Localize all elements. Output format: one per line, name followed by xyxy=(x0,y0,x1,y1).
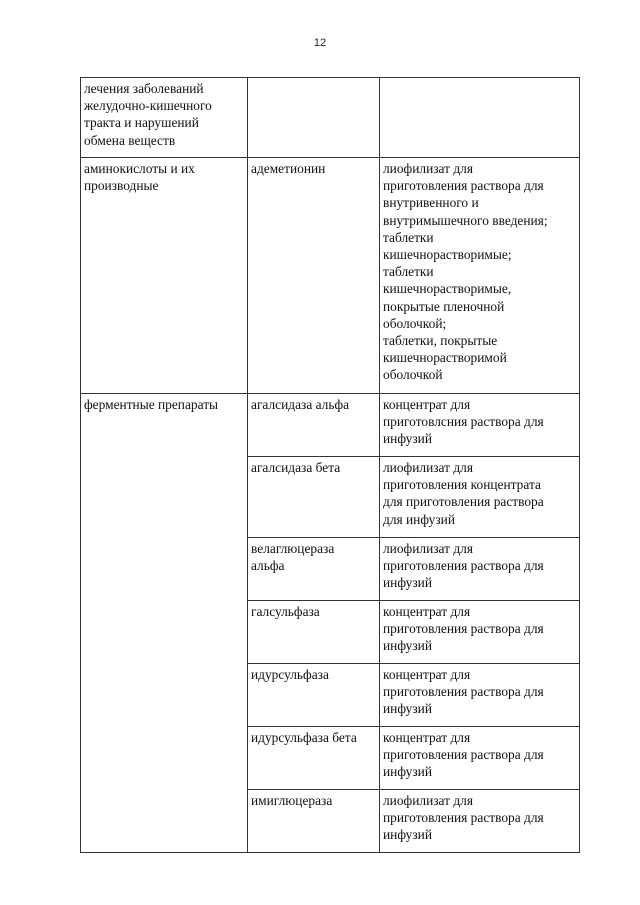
dosage-form-cell xyxy=(380,158,580,394)
drug-name-cell xyxy=(248,790,380,853)
drug-name-cell xyxy=(248,664,380,727)
drug-name: велаглюцераза альфа xyxy=(251,541,335,574)
drug-table xyxy=(80,77,580,853)
drug-name: агалсидаза бета xyxy=(251,460,341,475)
drug-name: агалсидаза альфа xyxy=(251,397,350,412)
drug-name-cell xyxy=(248,394,380,457)
drug-name-cell xyxy=(248,601,380,664)
dosage-form: концентрат для приготовления раствора для инфузий xyxy=(383,667,544,717)
dosage-form-cell xyxy=(380,790,580,853)
dosage-form-cell xyxy=(380,664,580,727)
drug-name: идурсульфаза бета xyxy=(251,730,357,745)
drug-name: адеметионин xyxy=(251,161,326,176)
table-row xyxy=(81,158,580,394)
drug-name-cell xyxy=(248,78,380,158)
drug-name: галсульфаза xyxy=(251,604,320,619)
group-name: лечения заболеваний желудочно-кишечного тракта и нарушений обмена веществ xyxy=(84,81,212,148)
drug-name-cell xyxy=(248,457,380,538)
dosage-form: концентрат для приготовления раствора для инфузий xyxy=(383,730,544,780)
dosage-form: концентрат для приготовления раствора для инфузий xyxy=(383,604,544,654)
dosage-form: концентрат для приготовлсния раствора для инфузий xyxy=(383,397,544,447)
drug-name-cell xyxy=(248,538,380,601)
drug-name-cell xyxy=(248,727,380,790)
dosage-form-cell xyxy=(380,78,580,158)
group-cell xyxy=(81,158,248,394)
table-row xyxy=(81,78,580,158)
group-cell xyxy=(81,394,248,853)
dosage-form-cell xyxy=(380,727,580,790)
dosage-form-cell xyxy=(380,394,580,457)
dosage-form: лиофилизат для приготовления раствора для внутривенного и внутримышечного введения; таблетки кишечнорастворимые; таблетки кишечнорастворимые, покрытые пленочной оболочкой; таблетки, покрытые кишечнорастворимой оболочкой xyxy=(383,161,548,383)
page-number: 12 xyxy=(313,37,327,49)
dosage-form: лиофилизат для приготовления концентрата для приготовления раствора для инфузий xyxy=(383,460,544,527)
dosage-form: лиофилизат для приготовления раствора для инфузий xyxy=(383,793,544,843)
dosage-form-cell xyxy=(380,601,580,664)
group-name: аминокислоты и их производные xyxy=(84,161,195,194)
dosage-form-cell xyxy=(380,538,580,601)
table-row xyxy=(81,394,580,457)
dosage-form-cell xyxy=(380,457,580,538)
drug-name-cell xyxy=(248,158,380,394)
table-body xyxy=(81,78,580,853)
drug-name: идурсульфаза xyxy=(251,667,329,682)
dosage-form: лиофилизат для приготовления раствора для инфузий xyxy=(383,541,544,591)
group-name: ферментные препараты xyxy=(84,397,219,412)
drug-name: имиглюцераза xyxy=(251,793,333,808)
group-cell xyxy=(81,78,248,158)
